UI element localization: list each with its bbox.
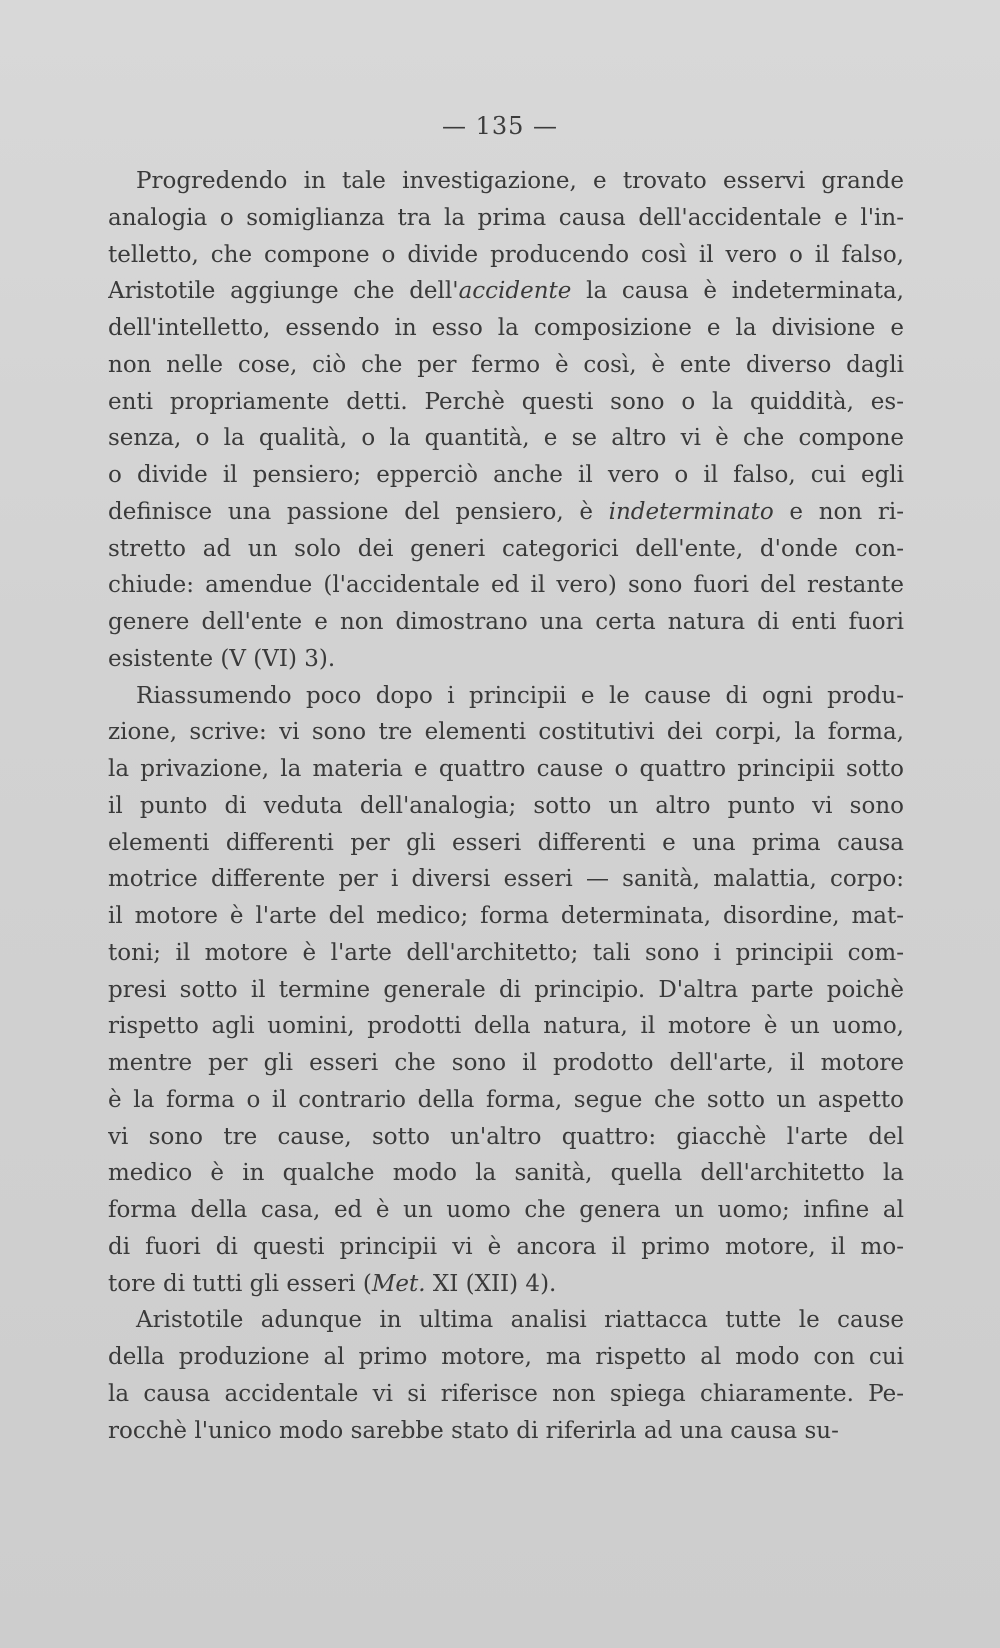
text-line: o divide il pensiero; epperciò anche il vero o il falso, cui egli bbox=[108, 462, 904, 488]
text-line: stretto ad un solo dei generi categorici dell'ente, d'onde con- bbox=[108, 535, 904, 562]
paragraph bbox=[108, 678, 904, 1303]
text-line: forma della casa, ed è un uomo che genera un uomo; infine al bbox=[108, 1197, 904, 1223]
text-line: di fuori di questi principii vi è ancora il primo motore, il mo- bbox=[108, 1233, 904, 1260]
text-line: toni; il motore è l'arte dell'architetto; tali sono i principii com- bbox=[108, 939, 904, 966]
text-line: genere dell'ente e non dimostrano una certa natura di enti fuori bbox=[108, 609, 904, 635]
italic-term: accidente bbox=[458, 278, 572, 305]
text-line: il motore è l'arte del medico; forma determinata, disordine, mat- bbox=[108, 903, 904, 929]
text-line: definisce una passione del pensiero, è indeterminato e non ri- bbox=[108, 498, 904, 525]
text-line: è la forma o il contrario della forma, segue che sotto un aspetto bbox=[108, 1086, 904, 1113]
text-line: Progredendo in tale investigazione, e trovato esservi grande bbox=[136, 168, 904, 194]
text-line: presi sotto il termine generale di principio. D'altra parte poichè bbox=[108, 976, 904, 1003]
text-line: tore di tutti gli esseri (Met. XI (XII) 4). bbox=[108, 1270, 557, 1297]
text-line: Riassumendo poco dopo i principii e le cause di ogni produ- bbox=[136, 682, 904, 709]
text-line: elementi differenti per gli esseri differenti e una prima causa bbox=[108, 829, 904, 856]
text-line: vi sono tre cause, sotto un'altro quattro: giacchè l'arte del bbox=[108, 1123, 904, 1150]
text-line: zione, scrive: vi sono tre elementi costitutivi dei corpi, la forma, bbox=[108, 719, 904, 746]
text-line: analogia o somiglianza tra la prima causa dell'accidentale e l'in- bbox=[108, 204, 904, 231]
paragraph bbox=[108, 1302, 904, 1449]
text-line: medico è in qualche modo la sanità, quella dell'architetto la bbox=[108, 1160, 904, 1187]
text-line: della produzione al primo motore, ma rispetto al modo con cui bbox=[108, 1344, 904, 1370]
paragraph bbox=[108, 163, 904, 678]
text-line: dell'intelletto, essendo in esso la composizione e la divisione e bbox=[108, 315, 904, 341]
text-line: la privazione, la materia e quattro cause o quattro principii sotto bbox=[108, 756, 904, 782]
text-line: Aristotile aggiunge che dell'accidente la causa è indeterminata, bbox=[108, 278, 904, 305]
text-line: il punto di veduta dell'analogia; sotto un altro punto vi sono bbox=[108, 792, 904, 819]
text-line: rispetto agli uomini, prodotti della natura, il motore è un uomo, bbox=[108, 1013, 904, 1040]
text-line: non nelle cose, ciò che per fermo è così, è ente diverso dagli bbox=[108, 351, 904, 378]
text-line: chiude: amendue (l'accidentale ed il vero) sono fuori del restante bbox=[108, 572, 904, 599]
text-line: telletto, che compone o divide producendo così il vero o il falso, bbox=[108, 241, 904, 268]
italic-term: indeterminato bbox=[608, 498, 774, 525]
text-line: motrice differente per i diversi esseri — sanità, malattia, corpo: bbox=[108, 866, 904, 893]
text-line: rocchè l'unico modo sarebbe stato di riferirla ad una causa su- bbox=[108, 1417, 839, 1444]
body-text bbox=[108, 163, 904, 1449]
text-line: senza, o la qualità, o la quantità, e se altro vi è che compone bbox=[108, 425, 904, 452]
text-line: la causa accidentale vi si riferisce non spiega chiaramente. Pe- bbox=[108, 1380, 904, 1407]
text-line: Aristotile adunque in ultima analisi riattacca tutte le cause bbox=[136, 1307, 904, 1334]
text-line: enti propriamente detti. Perchè questi sono o la quiddità, es- bbox=[108, 388, 904, 415]
text-line: esistente (V (VI) 3). bbox=[108, 645, 336, 672]
page-number: — 135 — bbox=[441, 112, 559, 140]
text-line: mentre per gli esseri che sono il prodotto dell'arte, il motore bbox=[108, 1050, 904, 1076]
italic-term: Met. bbox=[371, 1270, 426, 1297]
